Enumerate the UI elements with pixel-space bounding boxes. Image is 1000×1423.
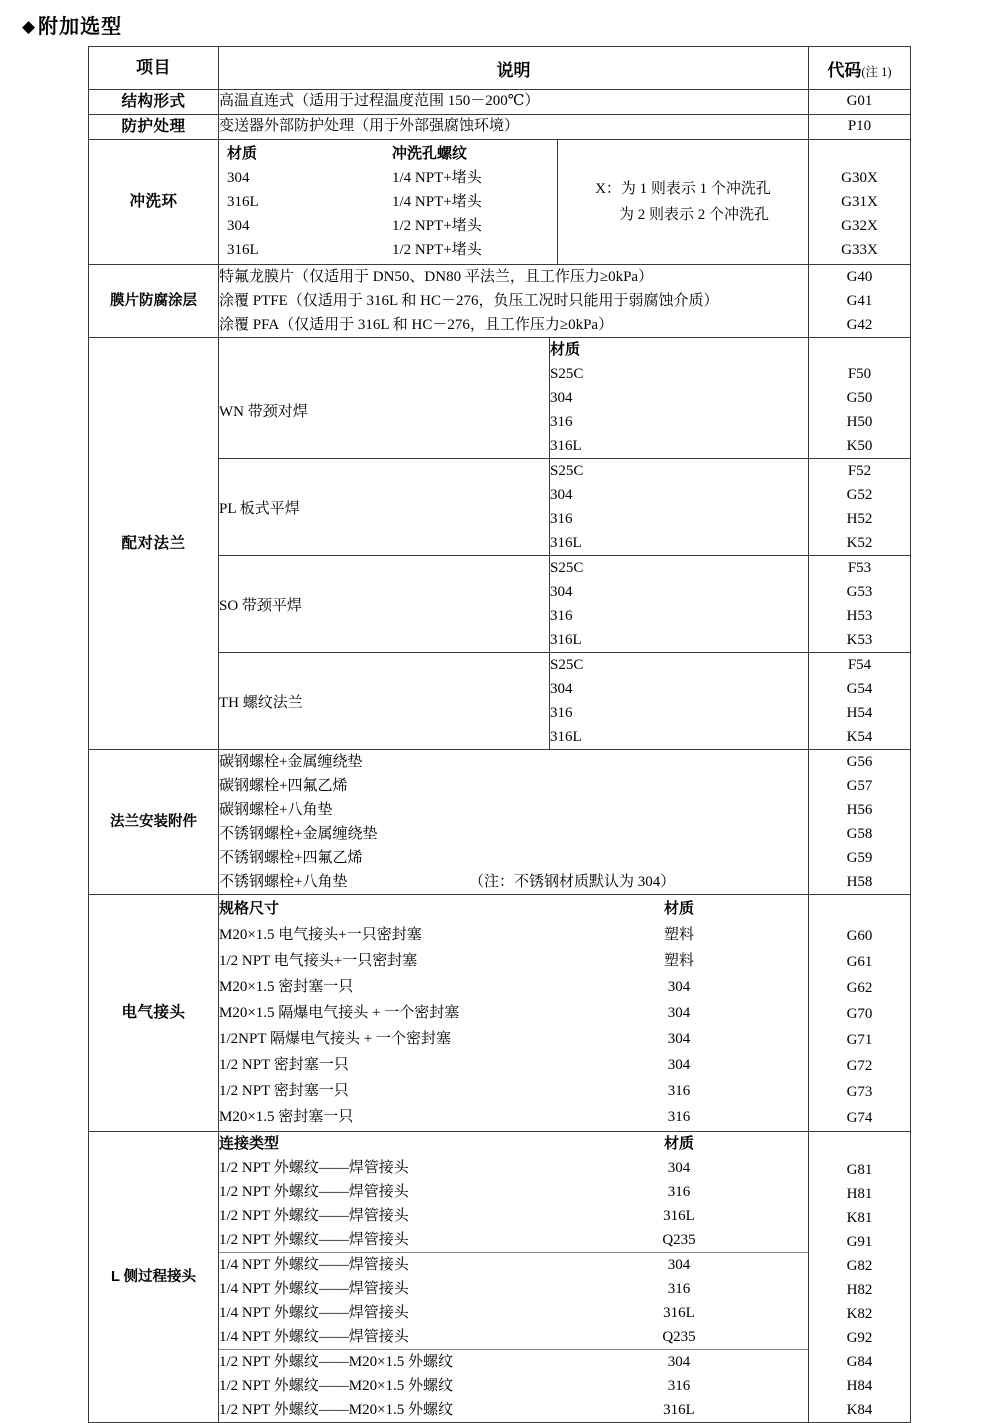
l-side-group: [219, 1349, 808, 1422]
flush-ring-material: 304: [227, 218, 250, 234]
electrical-connector-code: G61: [846, 954, 873, 970]
flush-ring-entry: [227, 238, 557, 262]
row-structure-code: G01: [809, 90, 911, 115]
mating-flange-materials: [550, 338, 809, 459]
mating-flange-material: 316: [550, 414, 573, 430]
flush-ring-code: G30X: [841, 170, 878, 186]
electrical-connector-spec: M20×1.5 电气接头+一只密封塞: [219, 927, 422, 943]
row-structure-item: 结构形式: [89, 90, 219, 115]
l-side-head-row: [219, 1132, 808, 1156]
l-side-head-type: 连接类型: [219, 1135, 280, 1152]
mating-flange-type-label: SO 带颈平焊: [219, 597, 302, 614]
l-side-code: G91: [846, 1234, 873, 1250]
row-flush-ring-codes: [809, 140, 911, 265]
electrical-connector-head-material: 材质: [663, 900, 694, 917]
flange-accessory-label: 不锈钢螺栓+八角垫: [219, 874, 348, 890]
flange-accessory-code: H56: [846, 802, 873, 818]
flush-ring-x-note: [558, 140, 809, 264]
mating-flange-code: G50: [846, 390, 873, 406]
l-side-entry: [219, 1180, 808, 1204]
row-protection-description: 变送器外部防护处理（用于外部强腐蚀环境）: [219, 115, 809, 140]
flush-ring-material: 304: [227, 170, 250, 186]
table-row-flush-ring: [89, 140, 911, 265]
mating-flange-materials: [550, 556, 809, 653]
mating-flange-material: 304: [550, 584, 573, 600]
l-side-material: Q235: [662, 1232, 696, 1248]
flush-ring-thread: 1/4 NPT+堵头: [392, 194, 482, 210]
electrical-connector-entry: [219, 974, 808, 1000]
l-side-code: K84: [846, 1402, 873, 1418]
flush-ring-entry: [227, 190, 557, 214]
row-l-side-process-connector-item: L 侧过程接头: [89, 1132, 219, 1423]
flange-accessory-code: H58: [846, 874, 873, 890]
flange-accessory-note: （注：不锈钢材质默认为 304）: [469, 874, 676, 890]
table-row-protection: [89, 115, 911, 140]
l-side-code: G82: [846, 1258, 873, 1274]
l-side-type: 1/2 NPT 外螺纹——焊管接头: [219, 1184, 409, 1200]
mating-flange-group: [219, 338, 808, 459]
electrical-connector-spec: 1/2 NPT 密封塞一只: [219, 1057, 349, 1073]
mating-flange-type: [219, 338, 550, 459]
mating-flange-type-label: WN 带颈对焊: [219, 403, 308, 420]
l-side-type: 1/2 NPT 外螺纹——M20×1.5 外螺纹: [219, 1402, 454, 1418]
electrical-connector-material: 塑料: [663, 953, 694, 969]
mating-flange-type: [219, 556, 550, 653]
l-side-material: 304: [667, 1160, 691, 1176]
l-side-type: 1/4 NPT 外螺纹——焊管接头: [219, 1305, 409, 1321]
mating-flange-materials: [550, 653, 809, 750]
l-side-code: H81: [846, 1186, 873, 1202]
l-side-type: 1/4 NPT 外螺纹——焊管接头: [219, 1257, 409, 1273]
l-side-entry: [219, 1374, 808, 1398]
flush-ring-material: 316L: [227, 242, 259, 258]
flange-accessory-label: 碳钢螺栓+金属缠绕垫: [219, 754, 363, 770]
header-item: 项目: [89, 47, 219, 90]
mating-flange-material: 316L: [550, 438, 582, 454]
header-code-note: (注 1): [861, 64, 892, 79]
mating-flange-code: G54: [846, 681, 873, 697]
mating-flange-materials: [550, 459, 809, 556]
l-side-material: 316L: [663, 1402, 695, 1418]
electrical-connector-material: 304: [667, 1057, 691, 1073]
electrical-connector-entry: [219, 1078, 808, 1104]
l-side-code: G81: [846, 1162, 873, 1178]
electrical-connector-material: 304: [667, 979, 691, 995]
electrical-connector-entry: [219, 922, 808, 948]
electrical-connector-code: G73: [846, 1084, 873, 1100]
mating-flange-code: F54: [847, 657, 872, 673]
mating-flange-type-label: PL 板式平焊: [219, 500, 300, 517]
flush-ring-code: G33X: [841, 242, 878, 258]
diaphragm-coating-entry: 特氟龙膜片（仅适用于 DN50、DN80 平法兰，且工作压力≥0kPa）: [219, 269, 654, 285]
mating-flange-code: G52: [846, 487, 873, 503]
row-diaphragm-coating-item: 膜片防腐涂层: [89, 265, 219, 338]
l-side-type: 1/2 NPT 外螺纹——焊管接头: [219, 1208, 409, 1224]
flange-accessory-entry: [219, 750, 808, 774]
electrical-connector-material: 塑料: [663, 927, 694, 943]
l-side-type: 1/2 NPT 外螺纹——焊管接头: [219, 1160, 409, 1176]
electrical-connector-code: G62: [846, 980, 873, 996]
flush-ring-thread: 1/2 NPT+堵头: [392, 218, 482, 234]
row-protection-item: 防护处理: [89, 115, 219, 140]
flange-accessory-entry: [219, 774, 808, 798]
mating-flange-material: 304: [550, 681, 573, 697]
row-mating-flange-item: 配对法兰: [89, 338, 219, 750]
l-side-material: 316: [667, 1281, 691, 1297]
mating-flange-type: [219, 459, 550, 556]
electrical-connector-code: G74: [846, 1110, 873, 1126]
mating-flange-material: S25C: [550, 560, 584, 576]
flange-accessory-code: G59: [846, 850, 873, 866]
row-l-side-process-connector-description: [219, 1132, 809, 1423]
flush-ring-note-line-2: 为 2 则表示 2 个冲洗孔: [618, 207, 769, 223]
mating-flange-material: 316L: [550, 632, 582, 648]
mating-flange-code: F52: [847, 463, 872, 479]
mating-flange-type: [219, 653, 550, 750]
electrical-connector-code: G72: [846, 1058, 873, 1074]
mating-flange-group: [219, 459, 808, 556]
l-side-entry: [219, 1253, 808, 1277]
mating-flange-material: 304: [550, 390, 573, 406]
electrical-connector-spec: M20×1.5 隔爆电气接头 + 一个密封塞: [219, 1005, 460, 1021]
electrical-connector-material: 316: [667, 1083, 691, 1099]
mating-flange-code: F53: [847, 560, 872, 576]
electrical-connector-spec: 1/2 NPT 密封塞一只: [219, 1083, 349, 1099]
flange-accessory-label: 碳钢螺栓+八角垫: [219, 802, 333, 818]
electrical-connector-material: 316: [667, 1109, 691, 1125]
row-electrical-connector-description: [219, 895, 809, 1132]
mating-flange-code: H54: [846, 705, 873, 721]
header-code: [809, 47, 911, 90]
electrical-connector-entry: [219, 1026, 808, 1052]
row-diaphragm-coating-description: [219, 265, 809, 338]
diaphragm-coating-code: G41: [846, 293, 873, 309]
row-flange-accessories-codes: [809, 750, 911, 895]
mating-flange-code: K52: [846, 535, 873, 551]
electrical-connector-spec: 1/2NPT 隔爆电气接头 + 一个密封塞: [219, 1031, 451, 1047]
mating-flange-code: K50: [846, 438, 873, 454]
l-side-type: 1/2 NPT 外螺纹——焊管接头: [219, 1232, 409, 1248]
l-side-code: K81: [846, 1210, 873, 1226]
mating-flange-code: H50: [846, 414, 873, 430]
l-side-type: 1/2 NPT 外螺纹——M20×1.5 外螺纹: [219, 1378, 454, 1394]
mating-flange-material: S25C: [550, 657, 584, 673]
electrical-connector-code: G71: [846, 1032, 873, 1048]
table-row-structure: [89, 90, 911, 115]
l-side-material: 304: [667, 1257, 691, 1273]
mating-flange-material: 316: [550, 608, 573, 624]
row-structure-description: 高温直连式（适用于过程温度范围 150－200℃）: [219, 90, 809, 115]
mating-flange-material: S25C: [550, 463, 584, 479]
mating-flange-code: K54: [846, 729, 873, 745]
l-side-material: 316: [667, 1184, 691, 1200]
mating-flange-code: K53: [846, 632, 873, 648]
flush-ring-code: G32X: [841, 218, 878, 234]
l-side-entry: [219, 1204, 808, 1228]
electrical-connector-material: 304: [667, 1031, 691, 1047]
l-side-type: 1/4 NPT 外螺纹——焊管接头: [219, 1329, 409, 1345]
row-mating-flange-codes: [809, 338, 911, 750]
l-side-code: G92: [846, 1330, 873, 1346]
electrical-connector-code: G60: [846, 928, 873, 944]
l-side-code: H84: [846, 1378, 873, 1394]
flush-ring-head-row: [227, 142, 557, 166]
table-header-row: [89, 47, 911, 90]
l-side-material: 316: [667, 1378, 691, 1394]
electrical-connector-spec: M20×1.5 密封塞一只: [219, 979, 354, 995]
l-side-code: H82: [846, 1282, 873, 1298]
l-side-group: [219, 1252, 808, 1349]
flange-accessory-label: 碳钢螺栓+四氟乙烯: [219, 778, 348, 794]
flange-accessory-label: 不锈钢螺栓+金属缠绕垫: [219, 826, 378, 842]
electrical-connector-head-spec: 规格尺寸: [219, 900, 280, 917]
l-side-entry: [219, 1301, 808, 1325]
row-flange-accessories-description: [219, 750, 809, 895]
flange-accessory-code: G56: [846, 754, 873, 770]
table-row-electrical-connector: [89, 895, 911, 1132]
mating-flange-code: F50: [847, 366, 872, 382]
page-title-text: 附加选型: [38, 16, 123, 38]
flush-ring-entry: [227, 166, 557, 190]
table-row-mating-flange: [89, 338, 911, 750]
flange-accessory-entry: [219, 846, 808, 870]
row-l-side-process-connector-codes: [809, 1132, 911, 1423]
flush-ring-code: G31X: [841, 194, 878, 210]
mating-flange-material: 316: [550, 705, 573, 721]
row-flange-accessories-item: 法兰安装附件: [89, 750, 219, 895]
electrical-connector-entry: [219, 948, 808, 974]
l-side-material: 316L: [663, 1305, 695, 1321]
electrical-connector-entry: [219, 1000, 808, 1026]
flush-ring-head-material: 材质: [227, 145, 258, 162]
flange-accessory-entry: [219, 870, 808, 894]
flush-ring-thread: 1/2 NPT+堵头: [392, 242, 482, 258]
row-mating-flange-description: [219, 338, 809, 750]
mating-flange-code-group: [809, 555, 910, 652]
mating-flange-group: [219, 653, 808, 750]
mating-flange-code-group: [809, 338, 910, 458]
diamond-bullet-icon: ◆: [22, 17, 37, 36]
electrical-connector-material: 304: [667, 1005, 691, 1021]
additional-options-table: [88, 46, 911, 1423]
electrical-connector-head-row: [219, 896, 808, 922]
mating-flange-code: H53: [846, 608, 873, 624]
diaphragm-coating-code: G42: [846, 317, 873, 333]
electrical-connector-entry: [219, 1104, 808, 1130]
flange-accessory-label: 不锈钢螺栓+四氟乙烯: [219, 850, 363, 866]
l-side-entry: [219, 1350, 808, 1374]
mating-flange-head-material: 材质: [550, 341, 581, 358]
mating-flange-material: 316L: [550, 535, 582, 551]
l-side-type: 1/4 NPT 外螺纹——焊管接头: [219, 1281, 409, 1297]
row-flush-ring-description: [219, 140, 809, 265]
diaphragm-coating-code: G40: [846, 269, 873, 285]
mating-flange-code: H52: [846, 511, 873, 527]
flange-accessory-entry: [219, 798, 808, 822]
l-side-type: 1/2 NPT 外螺纹——M20×1.5 外螺纹: [219, 1354, 454, 1370]
l-side-material: 304: [667, 1354, 691, 1370]
header-code-label: 代码: [827, 60, 862, 80]
l-side-material: 316L: [663, 1208, 695, 1224]
page-title: [22, 10, 122, 39]
mating-flange-code: G53: [846, 584, 873, 600]
electrical-connector-spec: M20×1.5 密封塞一只: [219, 1109, 354, 1125]
flush-ring-entry: [227, 214, 557, 238]
flush-ring-material: 316L: [227, 194, 259, 210]
l-side-material: Q235: [662, 1329, 696, 1345]
l-side-entry: [219, 1398, 808, 1422]
mating-flange-material: S25C: [550, 366, 584, 382]
l-side-entry: [219, 1325, 808, 1349]
l-side-code: G84: [846, 1354, 873, 1370]
mating-flange-code-group: [809, 652, 910, 749]
mating-flange-group: [219, 556, 808, 653]
flush-ring-entry-list: [219, 140, 558, 264]
l-side-entry: [219, 1228, 808, 1252]
table-row-l-side-process-connector: [89, 1132, 911, 1423]
row-flush-ring-item: 冲洗环: [89, 140, 219, 265]
table-row-flange-accessories: [89, 750, 911, 895]
mating-flange-material: 316: [550, 511, 573, 527]
l-side-head-material: 材质: [663, 1135, 694, 1152]
diaphragm-coating-entry: 涂覆 PFA（仅适用于 316L 和 HC－276，且工作压力≥0kPa）: [219, 317, 614, 333]
l-side-code: K82: [846, 1306, 873, 1322]
header-description: 说明: [219, 47, 809, 90]
mating-flange-material: 304: [550, 487, 573, 503]
row-diaphragm-coating-codes: [809, 265, 911, 338]
flange-accessory-code: G57: [846, 778, 873, 794]
row-protection-code: P10: [809, 115, 911, 140]
table-row-diaphragm-coating: [89, 265, 911, 338]
electrical-connector-code: G70: [846, 1006, 873, 1022]
electrical-connector-spec: 1/2 NPT 电气接头+一只密封塞: [219, 953, 418, 969]
row-electrical-connector-codes: [809, 895, 911, 1132]
flush-ring-thread: 1/4 NPT+堵头: [392, 170, 482, 186]
l-side-group: [219, 1156, 808, 1252]
mating-flange-inner-table: [219, 338, 808, 749]
l-side-entry: [219, 1277, 808, 1301]
flange-accessory-code: G58: [846, 826, 873, 842]
electrical-connector-entry: [219, 1052, 808, 1078]
flange-accessory-entry: [219, 822, 808, 846]
mating-flange-code-group: [809, 458, 910, 555]
mating-flange-material: 316L: [550, 729, 582, 745]
row-electrical-connector-item: 电气接头: [89, 895, 219, 1132]
flush-ring-note-line-1: X：为 1 则表示 1 个冲洗孔: [595, 181, 771, 197]
diaphragm-coating-entry: 涂覆 PTFE（仅适用于 316L 和 HC－276，负压工况时只能用于弱腐蚀介质）: [219, 293, 719, 309]
mating-flange-type-label: TH 螺纹法兰: [219, 694, 303, 711]
l-side-entry: [219, 1156, 808, 1180]
flush-ring-head-thread: 冲洗孔螺纹: [392, 145, 468, 162]
